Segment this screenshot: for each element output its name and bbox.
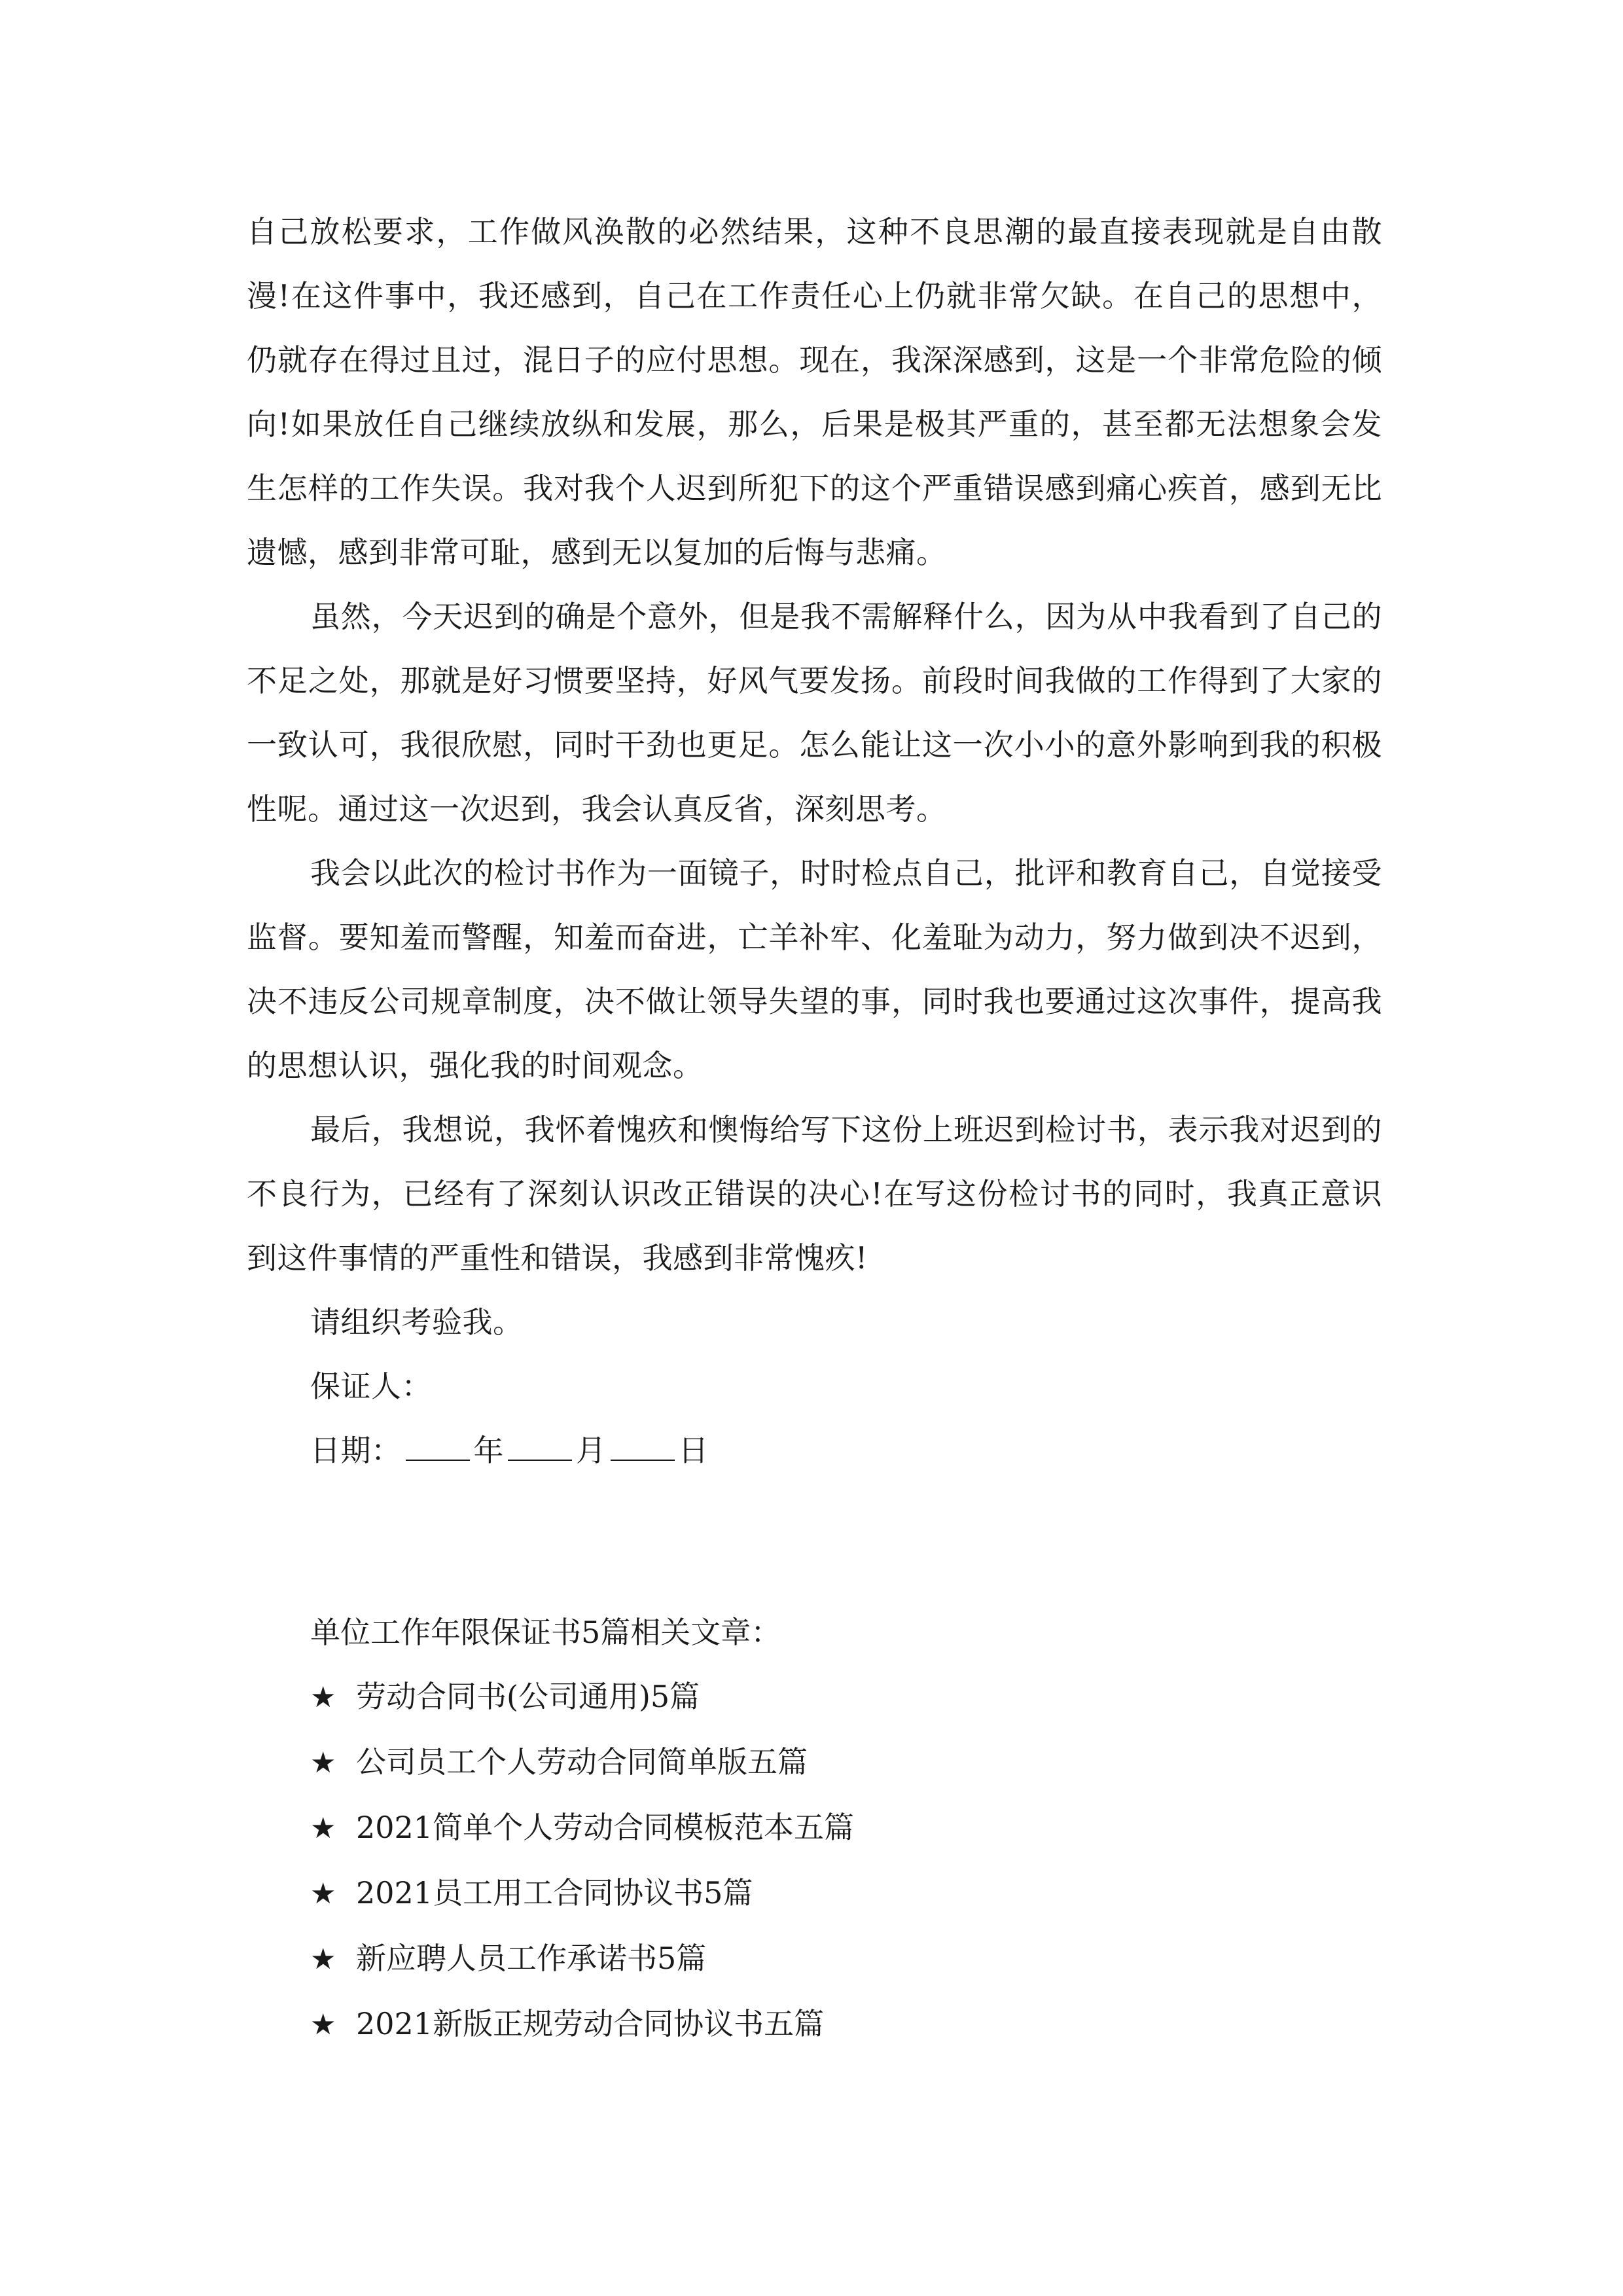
date-line — [247, 1418, 1382, 1482]
paragraph-conclusion: 最后，我想说，我怀着愧疚和懊悔给写下这份上班迟到检讨书，表示我对迟到的不良行为，已经有了深刻认识改正错误的决心!在写这份检讨书的同时，我真正意识到这件事情的严重性和错误，我感到非常愧疚! — [247, 1112, 1382, 1276]
star-icon: ★ — [310, 1812, 336, 1845]
date-label: 日期： — [310, 1433, 402, 1468]
related-heading: 单位工作年限保证书5篇相关文章： — [310, 1615, 781, 1650]
related-item[interactable] — [310, 1992, 1357, 2057]
paragraph-explanation: 虽然，今天迟到的确是个意外，但是我不需解释什么，因为从中我看到了自己的不足之处，那就是好习惯要坚持，好风气要发扬。前段时间我做的工作得到了大家的一致认可，我很欣慰，同时干劲也更足。怎么能让这一次小小的意外影响到我的积极性呢。通过这一次迟到，我会认真反省，深刻思考。 — [247, 599, 1382, 827]
related-link[interactable]: 2021员工用工合同协议书5篇 — [356, 1875, 753, 1910]
star-icon: ★ — [310, 1681, 336, 1714]
day-label: 日 — [678, 1433, 709, 1468]
year-label: 年 — [473, 1433, 504, 1468]
guarantor-line — [247, 1354, 1382, 1418]
related-link[interactable]: 2021新版正规劳动合同协议书五篇 — [356, 2006, 825, 2041]
related-item[interactable] — [310, 1730, 1357, 1795]
related-link[interactable]: 公司员工个人劳动合同简单版五篇 — [356, 1744, 808, 1780]
related-list — [310, 1664, 1357, 2057]
closing-line: 请组织考验我。 — [310, 1304, 524, 1340]
star-icon: ★ — [310, 2008, 336, 2041]
related-link[interactable]: 新应聘人员工作承诺书5篇 — [356, 1941, 707, 1976]
month-blank — [508, 1433, 572, 1461]
star-icon: ★ — [310, 1746, 336, 1780]
related-link[interactable]: 2021简单个人劳动合同模板范本五篇 — [356, 1810, 855, 1845]
star-icon: ★ — [310, 1877, 336, 1910]
guarantor-label: 保证人： — [310, 1369, 432, 1404]
related-item[interactable] — [310, 1664, 1357, 1730]
month-label: 月 — [576, 1433, 607, 1468]
day-blank — [611, 1433, 675, 1461]
paragraph-continuation: 自己放松要求，工作做风涣散的必然结果，这种不良思潮的最直接表现就是自由散漫!在这件事中，我还感到，自己在工作责任心上仍就非常欠缺。在自己的思想中，仍就存在得过且过，混日子的应付思想。现在，我深深感到，这是一个非常危险的倾向!如果放任自己继续放纵和发展，那么，后果是极其严重的，甚至都无法想象会发生怎样的工作失误。我对我个人迟到所犯下的这个严重错误感到痛心疾首，感到无比遗憾，感到非常可耻，感到无以复加的后悔与悲痛。 — [247, 214, 1382, 570]
star-icon: ★ — [310, 1943, 336, 1976]
letter-body — [247, 200, 1382, 1482]
paragraph-commitment: 我会以此次的检讨书作为一面镜子，时时检点自己，批评和教育自己，自觉接受监督。要知羞而警醒，知羞而奋进，亡羊补牢、化羞耻为动力，努力做到决不迟到，决不违反公司规章制度，决不做让领导失望的事，同时我也要通过这次事件，提高我的思想认识，强化我的时间观念。 — [247, 855, 1382, 1083]
related-link[interactable]: 劳动合同书(公司通用)5篇 — [356, 1679, 700, 1714]
year-blank — [406, 1433, 470, 1461]
related-articles — [310, 1600, 1357, 2057]
related-item[interactable] — [310, 1795, 1357, 1861]
related-item[interactable] — [310, 1861, 1357, 1926]
related-item[interactable] — [310, 1926, 1357, 1992]
